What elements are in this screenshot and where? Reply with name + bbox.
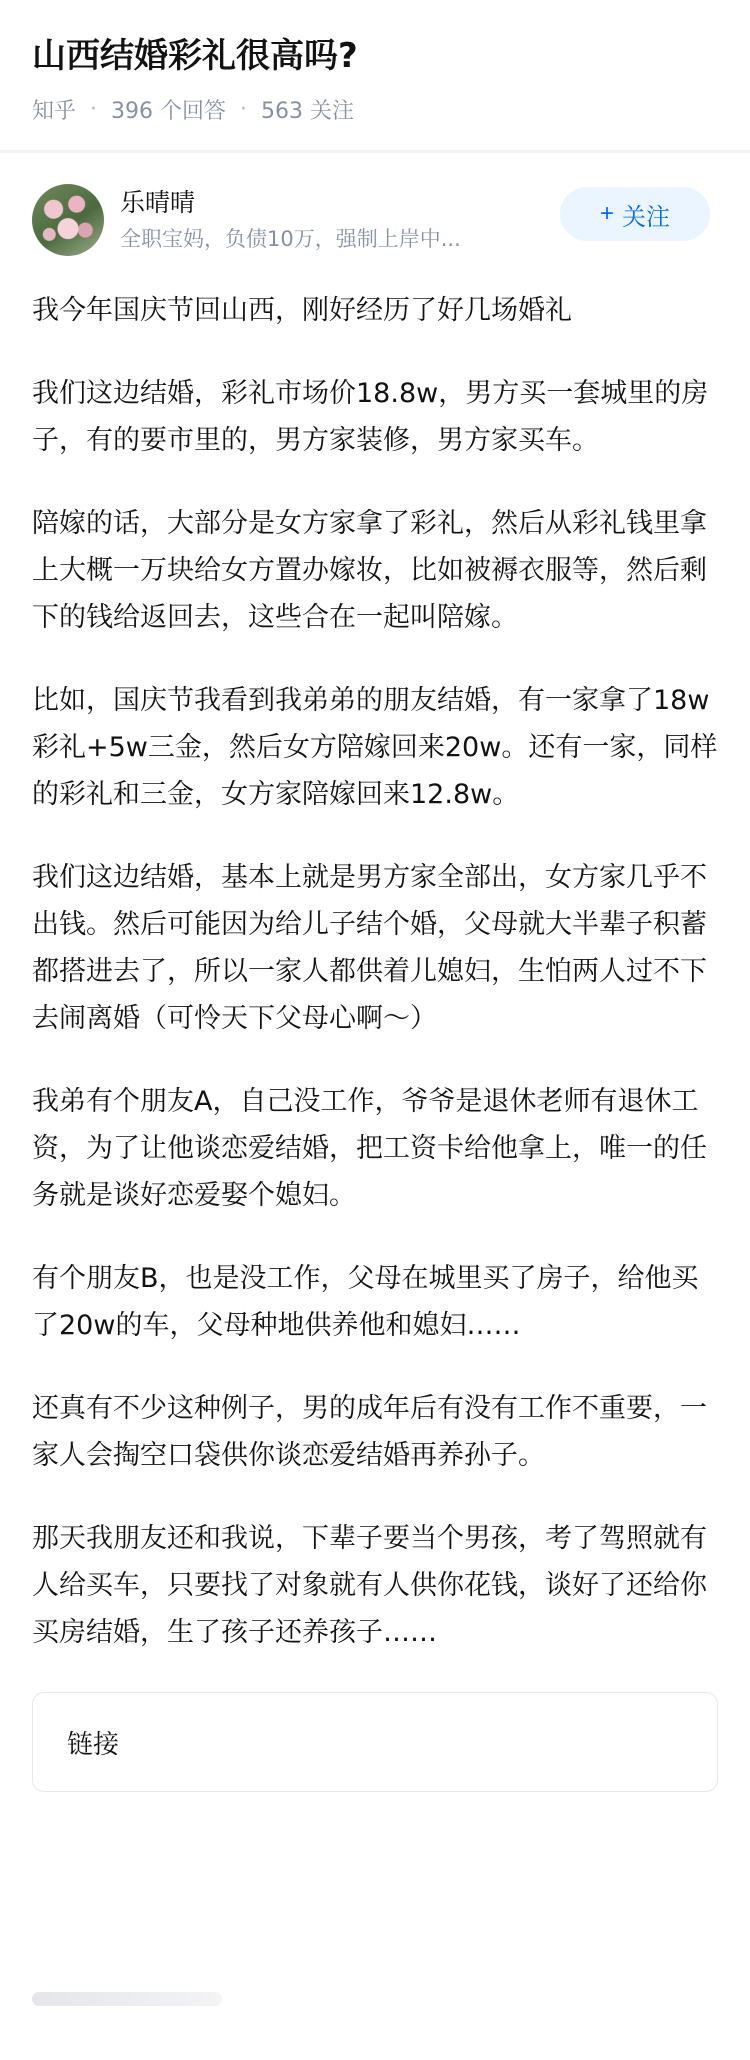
meta-separator: ·: [240, 97, 248, 122]
question-header: [0, 0, 750, 124]
avatar[interactable]: [32, 184, 104, 256]
link-card[interactable]: [32, 1692, 718, 1792]
section-divider: [0, 150, 750, 153]
source-label[interactable]: 知乎: [32, 99, 77, 124]
answer-paragraph: 我今年国庆节回山西，刚好经历了好几场婚礼: [32, 295, 572, 326]
answer-paragraph: 我弟有个朋友A，自己没工作，爷爷是退休老师有退休工资，为了让他谈恋爱结婚，把工资卡给他拿上，唯一的任务就是谈好恋爱娶个媳妇。: [32, 1086, 707, 1211]
link-card-label: 链接: [67, 1729, 120, 1760]
answer-paragraph: 那天我朋友还和我说，下辈子要当个男孩，考了驾照就有人给买车，只要找了对象就有人供你花钱，谈好了还给你买房结婚，生了孩子还养孩子……: [32, 1523, 707, 1648]
follow-label: 关注: [622, 203, 670, 231]
answer-paragraph: 比如，国庆节我看到我弟弟的朋友结婚，有一家拿了18w彩礼+5w三金，然后女方陪嫁回来20w。还有一家，同样的彩礼和三金，女方家陪嫁回来12.8w。: [32, 685, 718, 810]
answer-paragraph: 我们这边结婚，彩礼市场价18.8w，男方买一套城里的房子，有的要市里的，男方家装修，男方家买车。: [32, 378, 709, 456]
answer-paragraph: 陪嫁的话，大部分是女方家拿了彩礼，然后从彩礼钱里拿上大概一万块给女方置办嫁妆，比如被褥衣服等，然后剩下的钱给返回去，这些合在一起叫陪嫁。: [32, 508, 707, 633]
answer-paragraph: 还真有不少这种例子，男的成年后有没有工作不重要，一家人会掏空口袋供你谈恋爱结婚再养孙子。: [32, 1393, 707, 1471]
follow-button[interactable]: [560, 187, 710, 241]
answer-paragraph: 我们这边结婚，基本上就是男方家全部出，女方家几乎不出钱。然后可能因为给儿子结个婚，父母就大半辈子积蓄都搭进去了，所以一家人都供着儿媳妇，生怕两人过不下去闹离婚（可怜天下父母心啊～）: [32, 862, 707, 1034]
author-bio: 全职宝妈，负债10万，强制上岸中...: [120, 227, 461, 251]
plus-icon: +: [599, 200, 614, 227]
author-row: [0, 175, 750, 265]
answer-body: [0, 287, 750, 1656]
question-title[interactable]: 山西结婚彩礼很高吗?: [32, 36, 358, 76]
question-meta: [32, 94, 718, 125]
footer-placeholder: [32, 1992, 222, 2006]
meta-separator: ·: [90, 97, 98, 122]
author-name[interactable]: 乐晴晴: [120, 188, 196, 217]
answer-paragraph: 有个朋友B，也是没工作，父母在城里买了房子，给他买了20w的车，父母种地供养他和媳妇……: [32, 1263, 699, 1341]
followers-count[interactable]: 563 关注: [261, 99, 355, 124]
answers-count[interactable]: 396 个回答: [111, 99, 227, 124]
